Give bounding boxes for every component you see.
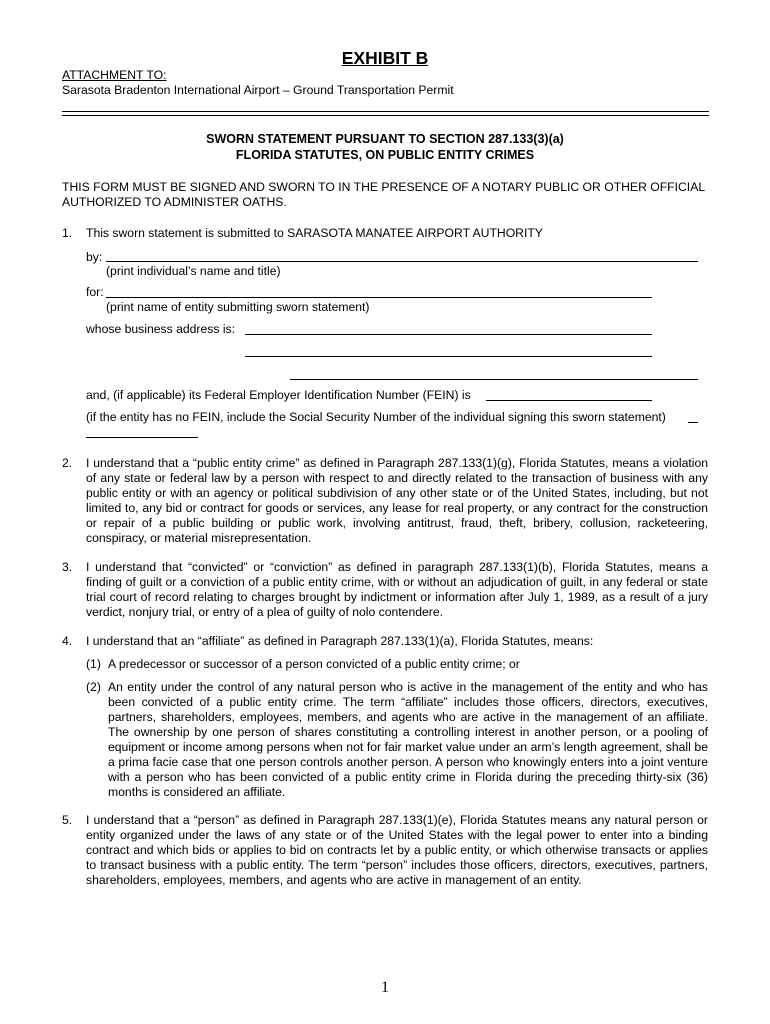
item-4-sub-2 (86, 680, 708, 800)
item-5-text: I understand that a “person” as defined in Paragraph 287.133(1)(e), Florida Statutes means any natural person or entity organized under the laws of any state or of the United States with the legal power to enter into a binding contract and which bids or applies to bid on contracts let by a public entity, or which otherwise transacts or applies to transact business with a public entity. The term “person” includes those officers, directors, executives, partners, shareholders, employees, members, and agents who are active in management of an entity. (86, 813, 708, 887)
ssn-text: (if the entity has no FEIN, include the Social Security Number of the individual signing this sworn statement) (86, 410, 666, 424)
heading-line-2: FLORIDA STATUTES, ON PUBLIC ENTITY CRIMES (235, 148, 535, 162)
fein-input-line[interactable] (486, 400, 652, 401)
attachment-label: ATTACHMENT TO: (62, 68, 167, 82)
double-divider (62, 111, 709, 116)
instructions: THIS FORM MUST BE SIGNED AND SWORN TO IN THE PRESENCE OF A NOTARY PUBLIC OR OTHER OFFICIAL AUTHORIZED TO ADMINISTER OATHS. (62, 180, 705, 209)
item-2-text: I understand that a “public entity crime” as defined in Paragraph 287.133(1)(g), Florida Statutes, means a violation of any state or federal law by a person with respect to and directly related to the transaction of business with any public entity or with an agency or political subdivision of any other state or of the United States, including, but not limited to, any bid or contract for goods or services, any lease for real property, or any contract for the construction or repair of a public building or public work, involving antitrust, fraud, theft, bribery, collusion, racketeering, conspiracy, or material misrepresentation. (86, 456, 708, 545)
for-input-line[interactable] (106, 297, 652, 298)
ssn-input-line-end[interactable] (86, 437, 198, 438)
by-label: by: (86, 250, 103, 264)
sub-1-text: A predecessor or successor of a person convicted of a public entity crime; or (108, 657, 520, 671)
fein-text: and, (if applicable) its Federal Employer Identification Number (FEIN) is (86, 388, 471, 402)
item-3-text: I understand that “convicted” or “conviction” as defined in paragraph 287.133(1)(b), Florida Statutes, means a finding of guilt or a conviction of a public entity crime, with or without an adjudication of guilt, in any federal or state trial court of record relating to charges brought by indictment or information after July 1, 1989, as a result of a jury verdict, nonjury trial, or entry of a plea of guilty of nolo contendere. (86, 560, 708, 619)
page-number: 1 (381, 979, 389, 996)
sub-2-label: (2) (86, 680, 101, 694)
address-label: whose business address is: (86, 322, 236, 336)
by-hint: (print individual’s name and title) (106, 264, 281, 278)
heading-line-1: SWORN STATEMENT PURSUANT TO SECTION 287.133(3)(a) (206, 132, 564, 146)
for-hint: (print name of entity submitting sworn statement) (106, 300, 370, 314)
ssn-input-line-start[interactable] (688, 422, 698, 423)
sub-2-text: An entity under the control of any natural person who is active in the management of the entity and who has been convicted of a public entity crime. The term “affiliate” includes those officers, directors, executives, partners, shareholders, employees, members, and agents who are active in the management of an affiliate. The ownership by one person of shares constituting a controlling interest in another person, or a pooling of equipment or income among persons when not for fair market value under an arm’s length agreement, shall be a prima facie case that one person controls another person. A person who knowingly enters into a joint venture with a person who has been convicted of a public entity crime in Florida during the preceding thirty-six (36) months is considered an affiliate. (108, 680, 708, 799)
attachment-block (62, 68, 454, 98)
item-2-number: 2. (62, 456, 73, 470)
item-3-number: 3. (62, 560, 73, 574)
item-1-text: This sworn statement is submitted to SARASOTA MANATEE AIRPORT AUTHORITY (86, 226, 543, 240)
item-4-text: I understand that an “affiliate” as defined in Paragraph 287.133(1)(a), Florida Statutes, means: (86, 634, 594, 648)
item-4-sub-1 (86, 657, 708, 672)
by-input-line[interactable] (106, 261, 698, 262)
sub-1-label: (1) (86, 657, 101, 671)
item-1-number: 1. (62, 226, 73, 240)
attachment-subject: Sarasota Bradenton International Airport – Ground Transportation Permit (62, 83, 454, 97)
item-5-number: 5. (62, 813, 73, 827)
address-line-3[interactable] (290, 379, 698, 380)
item-4-number: 4. (62, 634, 73, 648)
statement-heading (0, 131, 770, 163)
exhibit-title: EXHIBIT B (341, 48, 429, 68)
for-label: for: (86, 285, 104, 299)
address-line-1[interactable] (245, 334, 652, 335)
address-line-2[interactable] (245, 356, 652, 357)
